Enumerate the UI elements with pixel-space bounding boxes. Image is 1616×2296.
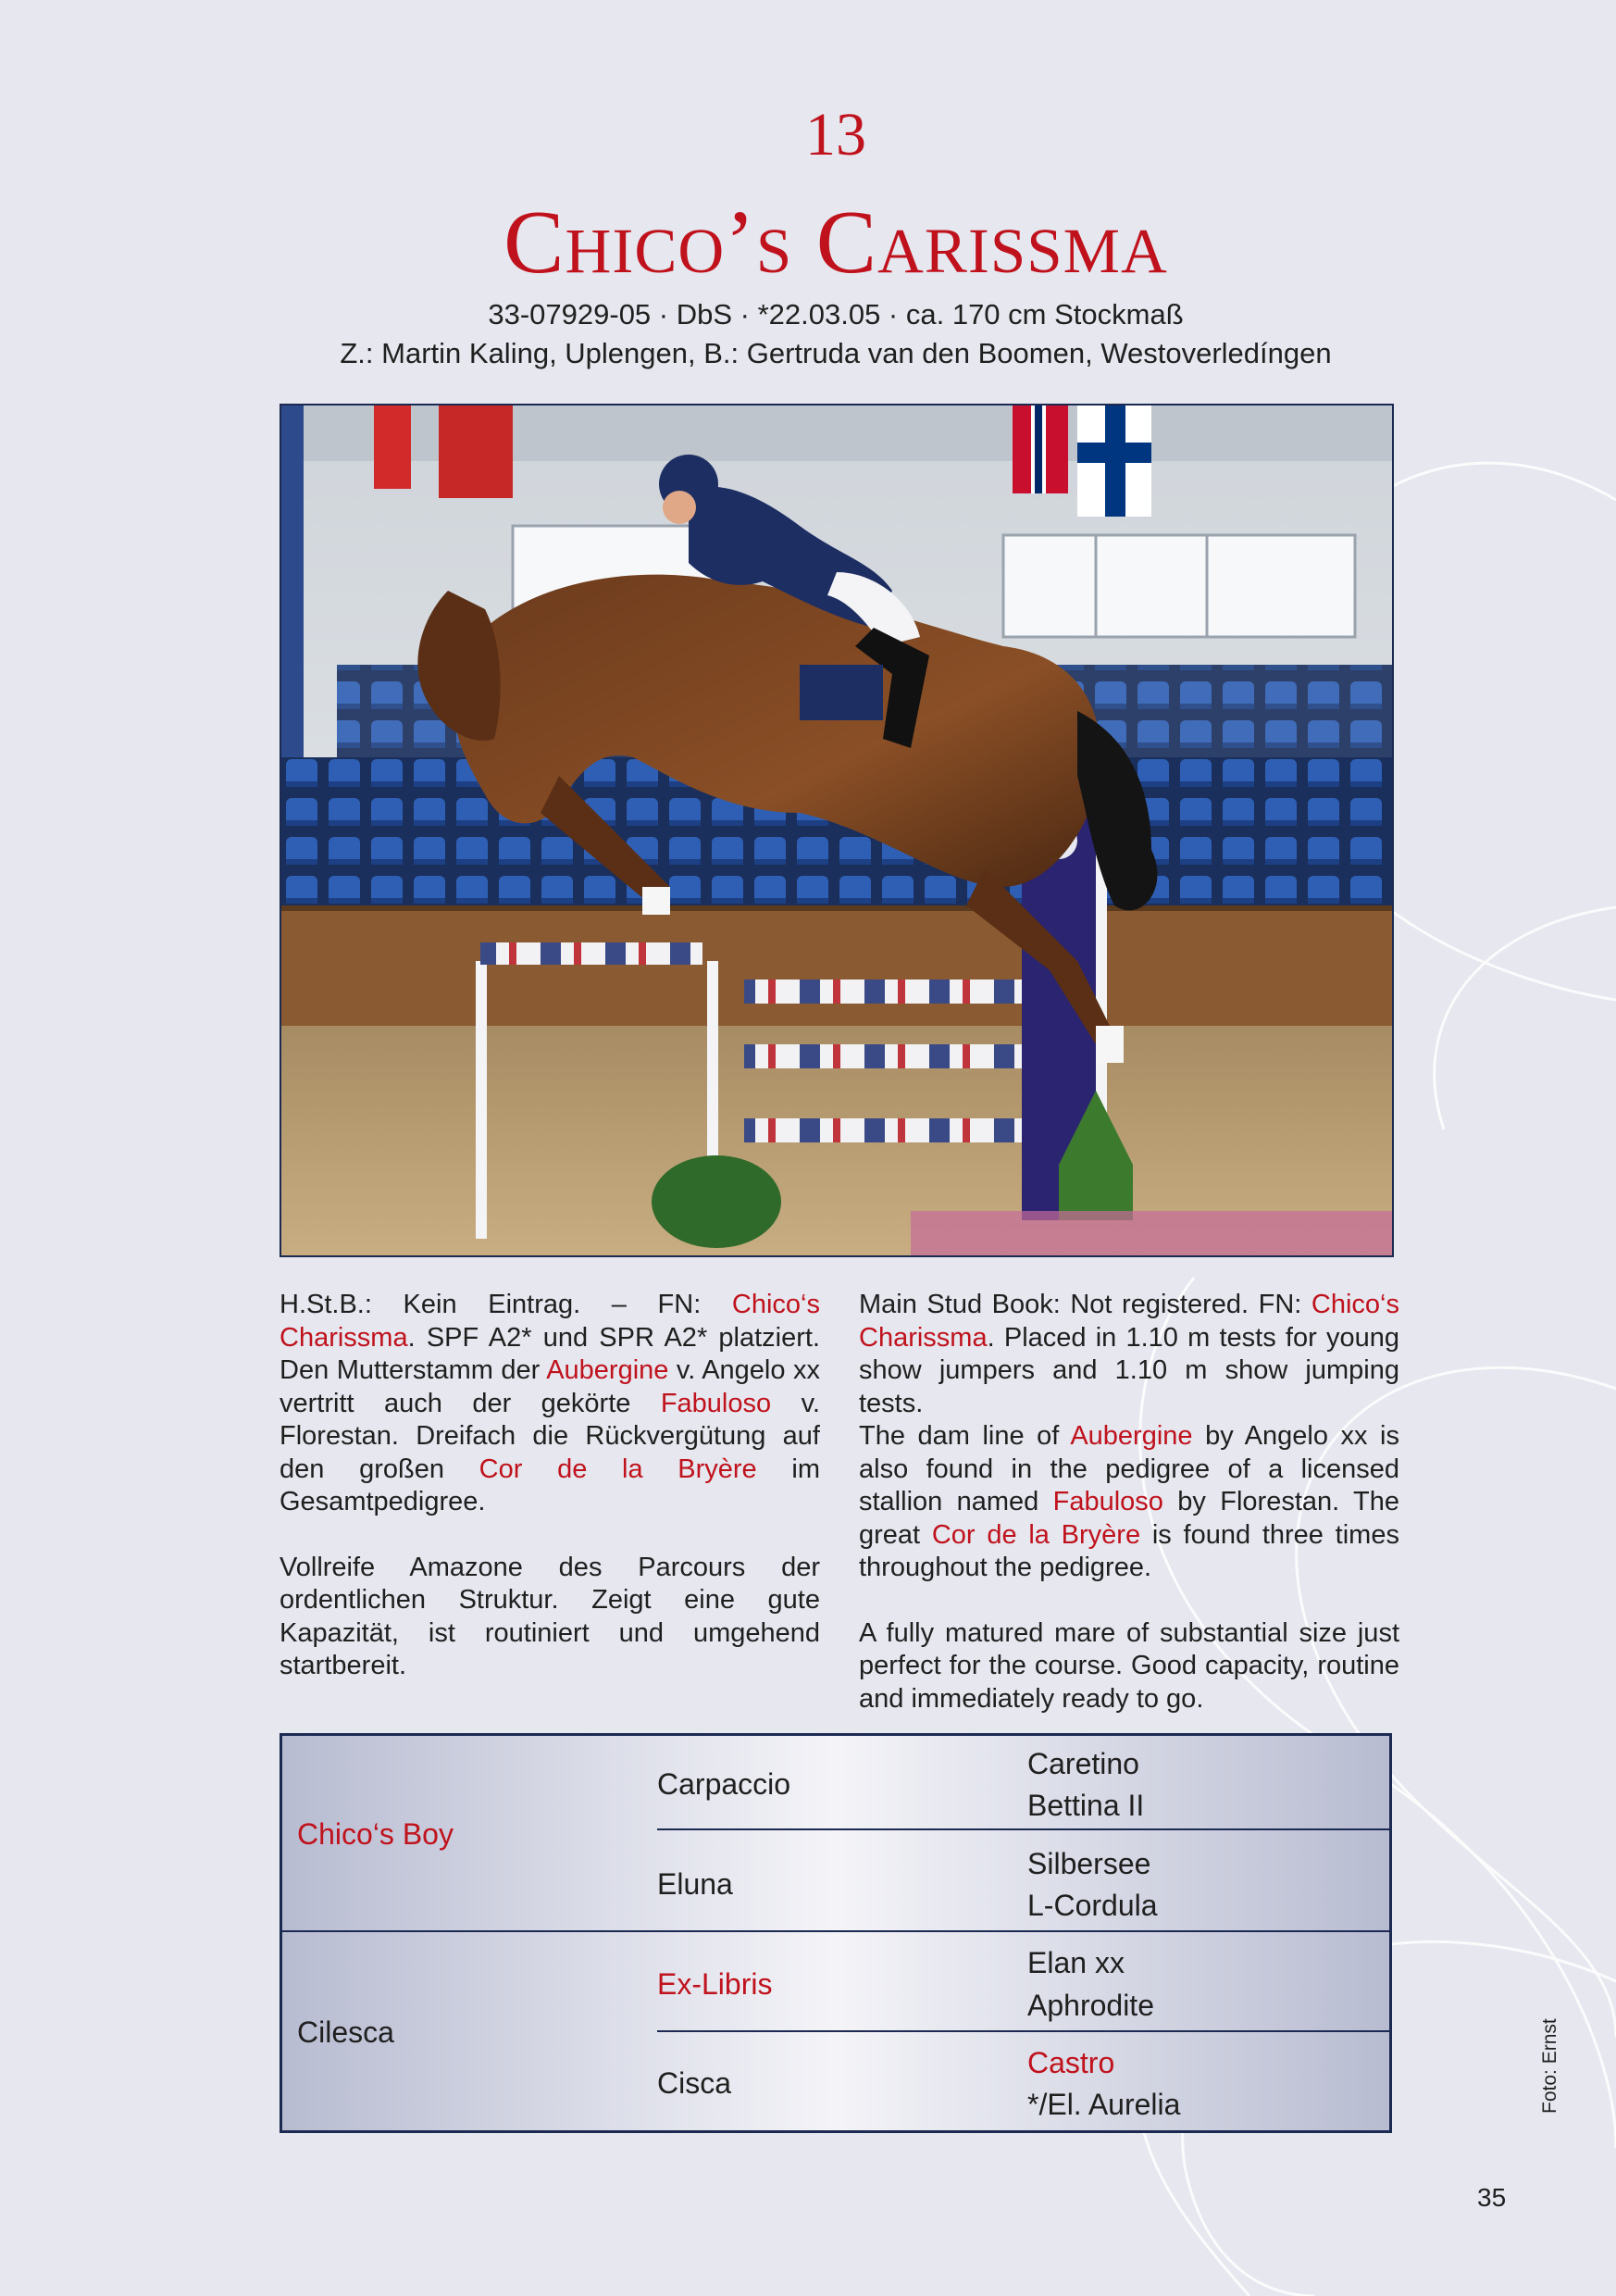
- german-paragraph-2: Vollreife Amazone des Parcours der ordentlichen Struktur. Zeigt eine gute Kapazität, ist routiniert und umgehend startbereit.: [280, 1552, 820, 1680]
- pedigree-ggp-4: L-Cordula: [1027, 1889, 1158, 1922]
- pedigree-divider-dam: [657, 2030, 1389, 2032]
- pedigree-ggp-3: Silbersee: [1027, 1847, 1151, 1880]
- photo-credit: Foto: Ernst: [1539, 2018, 1560, 2114]
- pedigree-ggp-7: Castro: [1027, 2046, 1115, 2079]
- pedigree-ggp-6: Aphrodite: [1027, 1989, 1154, 2022]
- english-paragraph-2: The dam line of Aubergine by Angelo xx is also found in the pedigree of a licensed stallion named Fabuloso by Florestan. The great Cor de la Bryère is found three times throughout the pedigree.: [859, 1421, 1399, 1582]
- german-paragraph-1: H.St.B.: Kein Eintrag. – FN: Chico‘s Charissma. SPF A2* und SPR A2* platziert. Den Mutterstamm der Aubergine v. Angelo xx vertritt auch der gekörte Fabuloso v. Florestan. Dreifach die Rückvergütung auf den großen Cor de la Bryère im Gesamtpedigree.: [280, 1290, 820, 1516]
- english-description: [859, 1289, 1399, 1716]
- ancestor-name: Cor de la Bryère: [931, 1519, 1141, 1550]
- pedigree-ggp-1: Caretino: [1027, 1747, 1139, 1780]
- pedigree-dam: Cilesca: [297, 2015, 394, 2049]
- breeder-owner-line: Z.: Martin Kaling, Uplengen, B.: Gertruda van den Boomen, Westoverledíngen: [340, 337, 1332, 369]
- pedigree-sire-sire: Carpaccio: [657, 1767, 791, 1801]
- pedigree-sire-dam: Eluna: [657, 1867, 733, 1901]
- horse-photo: [280, 404, 1394, 1257]
- dam-line-name: Aubergine: [546, 1355, 669, 1385]
- lot-number: 13: [805, 101, 866, 168]
- dam-line-name: Aubergine: [1070, 1421, 1193, 1451]
- english-paragraph-1: Main Stud Book: Not registered. FN: Chico‘s Charissma. Placed in 1.10 m tests for young show jumpers and 1.10 m show jumping tests.: [859, 1290, 1399, 1418]
- ancestor-name: Cor de la Bryère: [479, 1454, 757, 1484]
- german-description: [280, 1289, 820, 1683]
- pedigree-divider-sire: [657, 1828, 1389, 1830]
- pedigree-dam-dam: Cisca: [657, 2066, 732, 2100]
- registration-line: 33-07929-05 · DbS · *22.03.05 · ca. 170 cm Stockmaß: [488, 298, 1184, 331]
- horse-name-link: Chico‘s Charissma: [280, 1290, 820, 1353]
- horse-name-link: Chico‘s Charissma: [859, 1290, 1399, 1353]
- stallion-name: Fabuloso: [1052, 1487, 1163, 1516]
- pedigree-divider-main: [282, 1930, 1389, 1932]
- pedigree-sire: Chico‘s Boy: [297, 1817, 454, 1851]
- pedigree-table: [280, 1733, 1392, 2133]
- english-paragraph-3: A fully matured mare of substantial size just perfect for the course. Good capacity, routine and immediately ready to go.: [859, 1617, 1399, 1714]
- pedigree-ggp-5: Elan xx: [1027, 1946, 1125, 1979]
- page-number: 35: [1477, 2183, 1507, 2212]
- pedigree-ggp-8: */El. Aurelia: [1027, 2088, 1181, 2121]
- stallion-name: Fabuloso: [660, 1388, 772, 1418]
- horse-name: Chico’s Carissma: [503, 193, 1168, 293]
- pedigree-ggp-2: Bettina II: [1027, 1789, 1145, 1822]
- pedigree-dam-sire: Ex-Libris: [657, 1967, 773, 2001]
